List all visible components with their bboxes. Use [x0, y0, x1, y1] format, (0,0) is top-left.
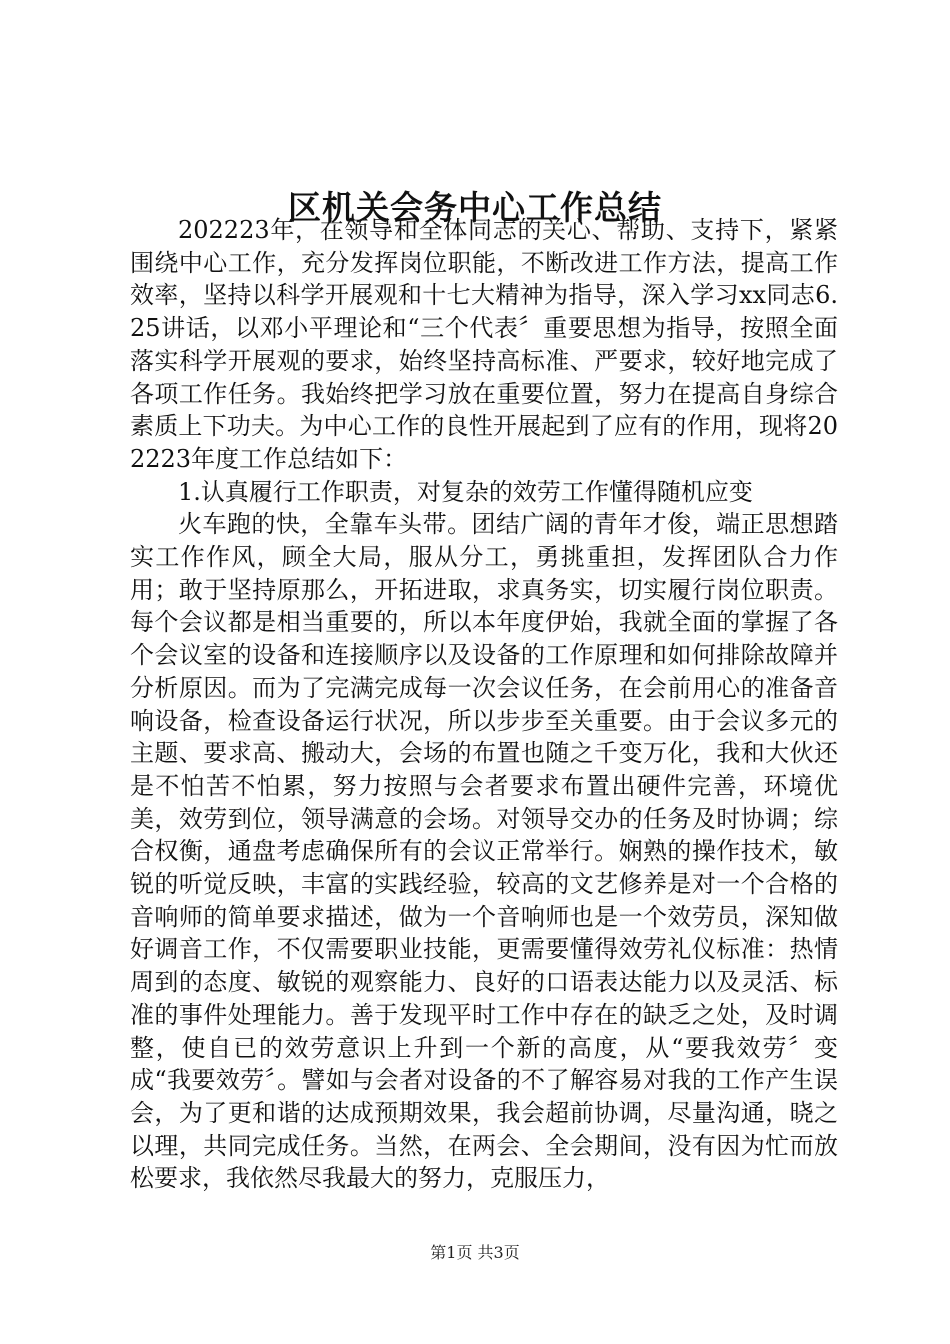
page-footer [0, 1243, 950, 1263]
page-number: 第1页 [430, 1243, 473, 1262]
document-title: 区机关会务中心工作总结 [288, 188, 662, 227]
paragraph-section-body: 火车跑的快，全靠车头带。团结广阔的青年才俊，端正思想踏实工作作风，顾全大局，服从分工，勇挑重担，发挥团队合力作用；敢于坚持原那么，开拓进取，求真务实，切实履行岗位职责。每个会议都是相当重要的，所以本年度伊始，我就全面的掌握了各个会议室的设备和连接顺序以及设备的工作原理和如何排除故障并分析原因。而为了完满完成每一次会议任务，在会前用心的准备音响设备，检查设备运行状况，所以步步至关重要。由于会议多元的主题、要求高、搬动大，会场的布置也随之千变万化，我和大伙还是不怕苦不怕累，努力按照与会者要求布置出硬件完善，环境优美，效劳到位，领导满意的会场。对领导交办的任务及时协调；综合权衡，通盘考虑确保所有的会议正常举行。娴熟的操作技术，敏锐的听觉反映，丰富的实践经验，较高的文艺修养是对一个合格的音响师的简单要求描述，做为一个音响师也是一个效劳员，深知做好调音工作，不仅需要职业技能，更需要懂得效劳礼仪标准：热情周到的态度、敏锐的观察能力、良好的口语表达能力以及灵活、标准的事件处理能力。善于发现平时工作中存在的缺乏之处，及时调整，使自已的效劳意识上升到一个新的高度，从“要我效劳〞变成“我要效劳〞。譬如与会者对设备的不了解容易对我的工作产生误会，为了更和谐的达成预期效果，我会超前协调，尽量沟通，晓之以理，共同完成任务。当然，在两会、全会期间，没有因为忙而放松要求，我依然尽我最大的努力，克服压力， [130, 510, 838, 1193]
page-total: 共3页 [477, 1243, 520, 1262]
section-heading: 1.认真履行工作职责，对复杂的效劳工作懂得随机应变 [178, 477, 753, 506]
document-body [130, 214, 838, 1195]
paragraph-intro: 202223年，在领导和全体同志的关心、帮助、支持下，紧紧围绕中心工作，充分发挥岗位职能，不断改进工作方法，提高工作效率，坚持以科学开展观和十七大精神为指导，深入学习xx同志6.25讲话，以邓小平理论和“三个代表〞重要思想为指导，按照全面落实科学开展观的要求，始终坚持高标准、严要求，较好地完成了各项工作任务。我始终把学习放在重要位置，努力在提高自身综合素质上下功夫。为中心工作的良性开展起到了应有的作用，现将202223年度工作总结如下： [130, 216, 838, 473]
